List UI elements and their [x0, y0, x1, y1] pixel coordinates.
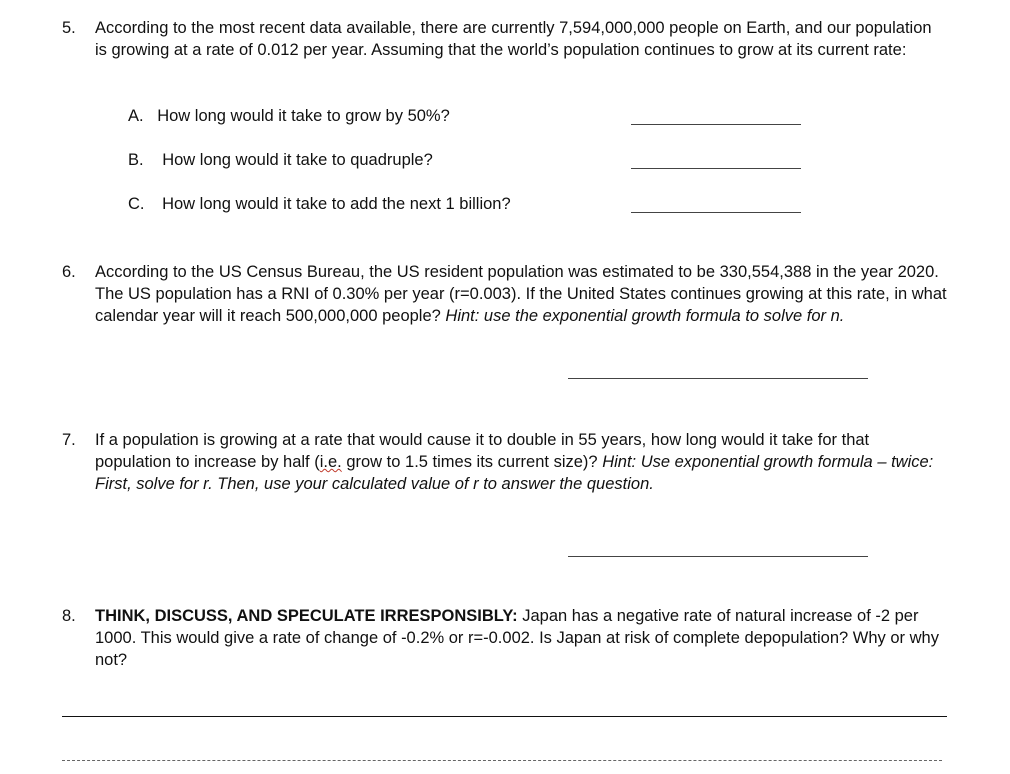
question-lead: THINK, DISCUSS, AND SPECULATE IRRESPONSIBLY:: [95, 607, 518, 625]
answer-line-1[interactable]: [62, 716, 947, 717]
part-text: How long would it take to quadruple?: [162, 151, 433, 169]
part-b: [128, 149, 433, 171]
question-text: If a population is growing at a rate that would cause it to double in 55 years, how long would it take for that population to increase by half (: [95, 431, 870, 471]
part-text: How long would it take to grow by 50%?: [157, 107, 450, 125]
part-c: [128, 193, 511, 215]
spellcheck-word: i.e.: [319, 453, 342, 471]
question-8: [62, 605, 947, 671]
question-text: According to the most recent data available, there are currently 7,594,000,000 people on Earth, and our population is growing at a rate of 0.012 per year. Assuming that the world’s population continues to grow at its current rate:: [95, 19, 932, 59]
question-5: [62, 17, 947, 61]
part-letter: A.: [128, 107, 144, 125]
answer-blank-7[interactable]: [568, 556, 868, 557]
answer-blank-c[interactable]: [631, 212, 801, 213]
question-number: 5.: [62, 19, 76, 37]
question-6: [62, 261, 947, 327]
answer-blank-a[interactable]: [631, 124, 801, 125]
question-text: According to the US Census Bureau, the US resident population was estimated to be 330,554,388 in the year 2020. The US population has a RNI of 0.30% per year (r=0.003). If the United States continues growing at this rate, in what calendar year will it reach 500,000,000 people?: [95, 263, 947, 325]
question-number: 6.: [62, 263, 76, 281]
question-number: 7.: [62, 431, 76, 449]
part-text: How long would it take to add the next 1 billion?: [162, 195, 511, 213]
part-a: [128, 105, 450, 127]
answer-blank-6[interactable]: [568, 378, 868, 379]
question-number: 8.: [62, 607, 76, 625]
question-7: [62, 429, 947, 495]
question-text: Japan has a negative rate of natural increase of -2 per 1000. This would give a rate of change of -0.2% or r=-0.002. Is Japan at risk of complete depopulation? Why or why not?: [95, 607, 939, 669]
part-letter: B.: [128, 151, 144, 169]
question-hint: Hint: Use exponential growth formula – twice: First, solve for r. Then, use your calculated value of r to answer the question.: [95, 453, 934, 493]
answer-blank-b[interactable]: [631, 168, 801, 169]
part-letter: C.: [128, 195, 145, 213]
answer-line-2[interactable]: [62, 760, 942, 761]
question-text-cont: grow to 1.5 times its current size)?: [341, 453, 603, 471]
question-hint: Hint: use the exponential growth formula to solve for n.: [445, 307, 845, 325]
